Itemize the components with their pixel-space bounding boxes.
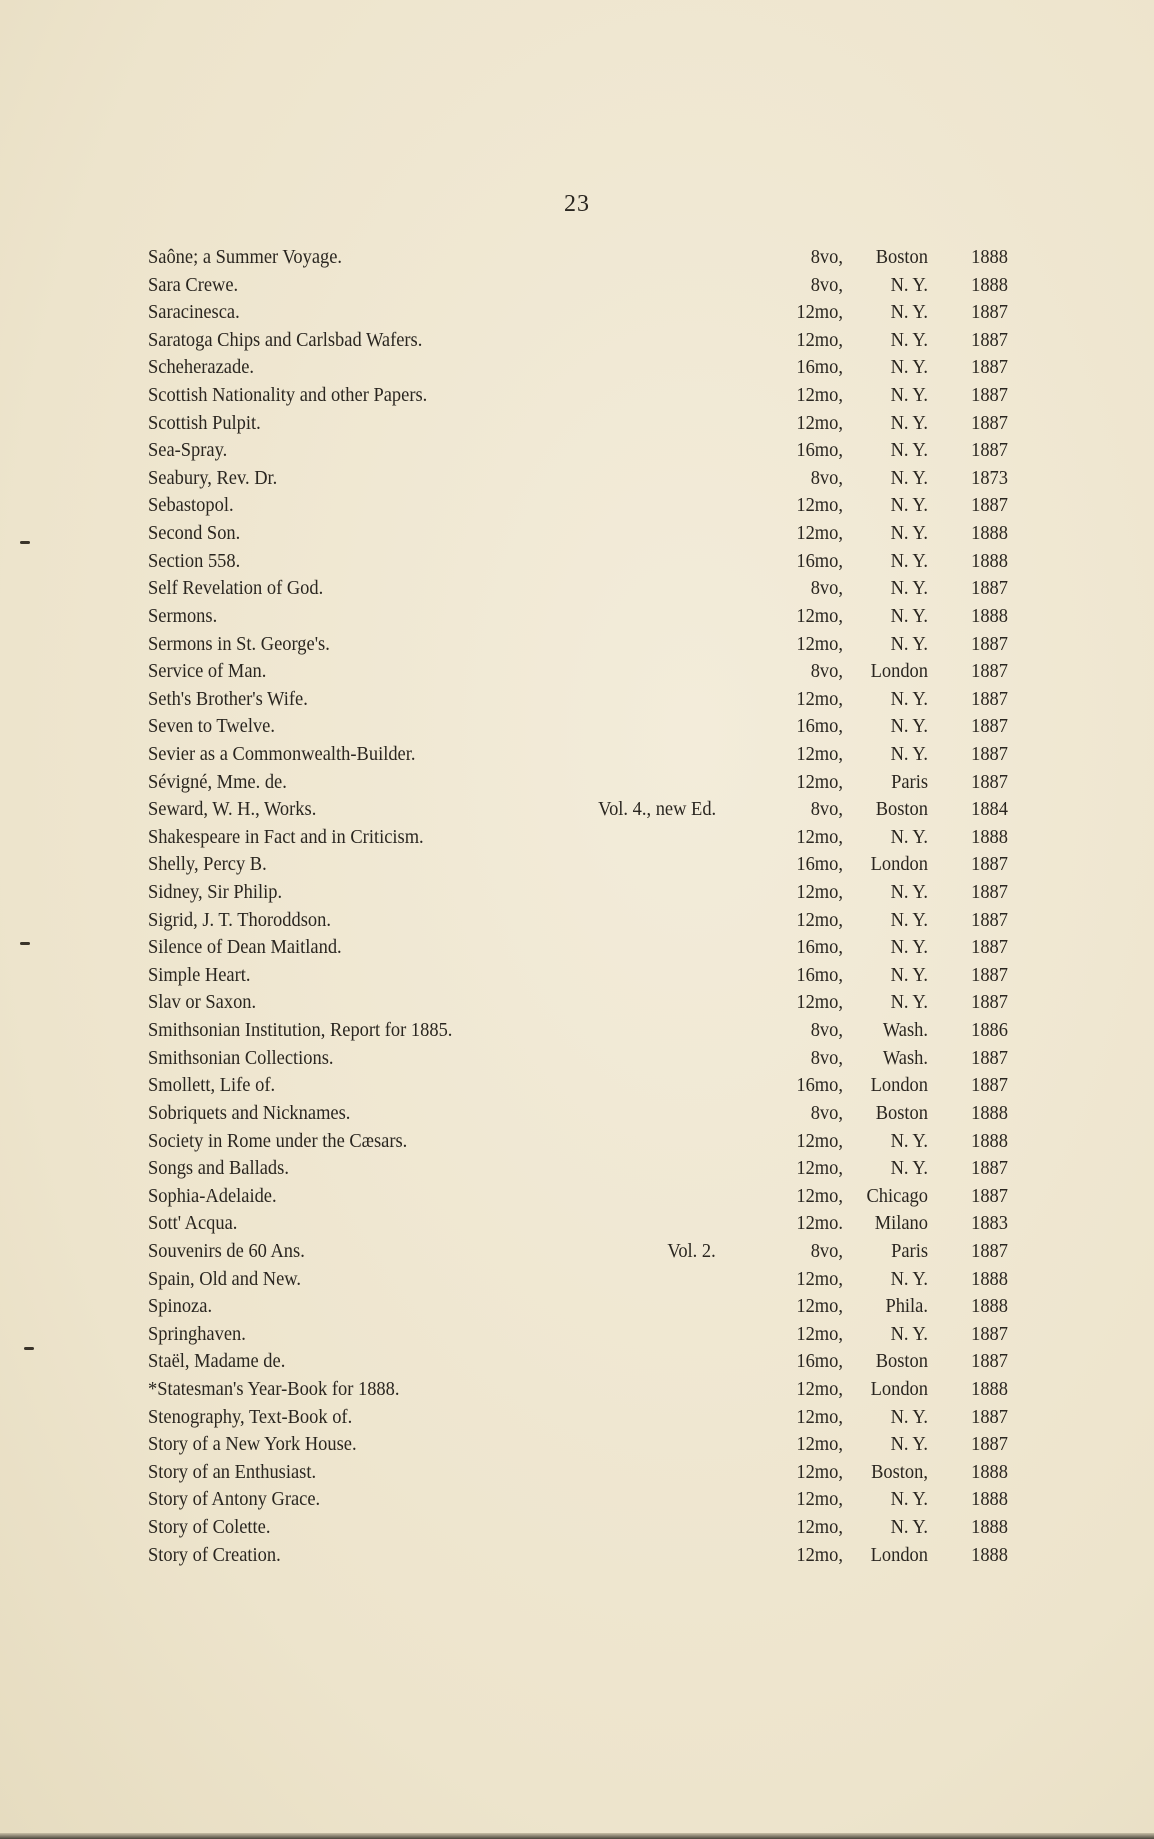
entry-year: 1886 (971, 1019, 1008, 1042)
catalog-entry (148, 1376, 1008, 1404)
entry-title: Sévigné, Mme. de. (148, 770, 287, 793)
entry-place: N. Y. (890, 494, 928, 517)
entry-year: 1887 (971, 1074, 1008, 1097)
entry-place: Boston (875, 1350, 928, 1373)
entry-format: 12mo, (796, 770, 843, 793)
entry-title: *Statesman's Year-Book for 1888. (148, 1377, 400, 1400)
entry-format: 16mo, (796, 715, 843, 738)
entry-format: 12mo. (796, 1212, 843, 1235)
catalog-entry (148, 1045, 1008, 1073)
entry-title: Sermons. (148, 604, 218, 627)
entry-title: Spinoza. (148, 1295, 213, 1318)
entry-place: N. Y. (890, 604, 928, 627)
catalog-entry (148, 796, 1008, 824)
entry-format: 8vo, (810, 273, 843, 296)
entry-place: N. Y. (890, 715, 928, 738)
page-number: 23 (564, 191, 590, 217)
entry-format: 16mo, (796, 853, 843, 876)
catalog-entry (148, 1542, 1008, 1570)
catalog-entry (148, 1514, 1008, 1542)
entry-year: 1887 (971, 715, 1008, 738)
entry-title: Sophia-Adelaide. (148, 1184, 277, 1207)
margin-mark (20, 942, 30, 945)
catalog-entry (148, 1404, 1008, 1432)
entry-place: N. Y. (890, 439, 928, 462)
entry-title: Scottish Nationality and other Papers. (148, 384, 428, 407)
entry-title: Saracinesca. (148, 301, 240, 324)
entry-year: 1887 (971, 660, 1008, 683)
entry-year: 1887 (971, 1239, 1008, 1262)
entry-year: 1887 (971, 494, 1008, 517)
catalog-entry (148, 1100, 1008, 1128)
entry-place: N. Y. (890, 881, 928, 904)
entry-title: Saône; a Summer Voyage. (148, 246, 343, 268)
entry-title: Sigrid, J. T. Thoroddson. (148, 908, 331, 931)
entry-format: 8vo, (810, 1046, 843, 1069)
entry-place: Wash. (882, 1046, 928, 1069)
entry-year: 1888 (971, 1488, 1008, 1511)
catalog-entry (148, 1128, 1008, 1156)
entry-year: 1887 (971, 1405, 1008, 1428)
entry-title: Shakespeare in Fact and in Criticism. (148, 825, 424, 848)
entry-year: 1873 (971, 466, 1008, 489)
entry-place: N. Y. (890, 411, 928, 434)
entry-format: 12mo, (796, 991, 843, 1014)
entry-title: Sara Crewe. (148, 273, 239, 296)
entry-format: 12mo, (796, 1460, 843, 1483)
entry-title: Saratoga Chips and Carlsbad Wafers. (148, 328, 423, 351)
catalog-entry (148, 851, 1008, 879)
catalog-entry (148, 272, 1008, 300)
entry-title: Souvenirs de 60 Ans. (148, 1239, 305, 1262)
entry-title: Seward, W. H., Works. (148, 798, 317, 821)
catalog-entry (148, 1072, 1008, 1100)
entry-format: 16mo, (796, 439, 843, 462)
entry-format: 12mo, (796, 1516, 843, 1539)
entry-format: 8vo, (810, 1019, 843, 1042)
entry-title: Sobriquets and Nicknames. (148, 1101, 351, 1124)
catalog-entry (148, 1238, 1008, 1266)
entry-format: 12mo, (796, 328, 843, 351)
entry-place: N. Y. (890, 466, 928, 489)
entry-format: 12mo, (796, 1295, 843, 1318)
catalog-entry (148, 575, 1008, 603)
catalog-entry (148, 1155, 1008, 1183)
entry-title: Scheherazade. (148, 356, 255, 379)
entry-format: 12mo, (796, 494, 843, 517)
margin-mark (20, 541, 30, 544)
entry-year: 1888 (971, 273, 1008, 296)
entry-format: 12mo, (796, 1157, 843, 1180)
entry-format: 12mo, (796, 825, 843, 848)
entry-format: 12mo, (796, 1433, 843, 1456)
entry-format: 12mo, (796, 522, 843, 545)
entry-format: 12mo, (796, 1543, 843, 1566)
catalog-entry (148, 824, 1008, 852)
catalog-entry (148, 907, 1008, 935)
catalog-entry (148, 879, 1008, 907)
entry-format: 12mo, (796, 1184, 843, 1207)
entry-format: 16mo, (796, 1350, 843, 1373)
entry-year: 1888 (971, 522, 1008, 545)
entry-title: Simple Heart. (148, 963, 251, 986)
entry-year: 1888 (971, 246, 1008, 268)
catalog-entry (148, 989, 1008, 1017)
entry-place: N. Y. (890, 1157, 928, 1180)
entry-year: 1888 (971, 1295, 1008, 1318)
catalog-entry (148, 741, 1008, 769)
catalog-entry (148, 410, 1008, 438)
entry-year: 1888 (971, 549, 1008, 572)
entry-year: 1887 (971, 936, 1008, 959)
entry-title: Second Son. (148, 522, 241, 545)
catalog-entry (148, 1266, 1008, 1294)
entry-place: London (870, 853, 928, 876)
entry-place: Boston (875, 1101, 928, 1124)
entry-title: Story of Antony Grace. (148, 1488, 321, 1511)
entry-place: Boston, (871, 1460, 928, 1483)
entry-place: N. Y. (890, 301, 928, 324)
entry-year: 1887 (971, 1046, 1008, 1069)
catalog-entry (148, 1183, 1008, 1211)
catalog-entry (148, 962, 1008, 990)
entry-year: 1887 (971, 1157, 1008, 1180)
entry-format: 12mo, (796, 687, 843, 710)
entry-year: 1887 (971, 384, 1008, 407)
entry-year: 1888 (971, 1543, 1008, 1566)
entry-format: 8vo, (810, 1101, 843, 1124)
entry-format: 16mo, (796, 356, 843, 379)
margin-mark (24, 1347, 34, 1350)
entry-place: N. Y. (890, 384, 928, 407)
catalog-entry (148, 465, 1008, 493)
entry-year: 1887 (971, 301, 1008, 324)
entry-year: 1887 (971, 328, 1008, 351)
entry-format: 16mo, (796, 963, 843, 986)
catalog-entry (148, 437, 1008, 465)
entry-format: 12mo, (796, 604, 843, 627)
entry-place: N. Y. (890, 963, 928, 986)
entry-place: N. Y. (890, 1433, 928, 1456)
entry-place: N. Y. (890, 687, 928, 710)
entry-title: Silence of Dean Maitland. (148, 936, 342, 959)
entry-year: 1887 (971, 577, 1008, 600)
entry-year: 1888 (971, 604, 1008, 627)
entry-title: Slav or Saxon. (148, 991, 257, 1014)
entry-title: Smollett, Life of. (148, 1074, 276, 1097)
entry-format: 12mo, (796, 908, 843, 931)
entry-title: Story of Colette. (148, 1516, 271, 1539)
catalog-entry (148, 1017, 1008, 1045)
entry-title: Scottish Pulpit. (148, 411, 261, 434)
catalog-entry (148, 631, 1008, 659)
entry-title: Self Revelation of God. (148, 577, 324, 600)
entry-place: N. Y. (890, 549, 928, 572)
entry-place: Phila. (885, 1295, 928, 1318)
entry-format: 12mo, (796, 1129, 843, 1152)
entry-title: Sevier as a Commonwealth-Builder. (148, 742, 416, 765)
entry-place: N. Y. (890, 273, 928, 296)
entry-year: 1888 (971, 1377, 1008, 1400)
catalog-entry (148, 1431, 1008, 1459)
entry-year: 1887 (971, 770, 1008, 793)
entry-place: Chicago (866, 1184, 928, 1207)
entry-place: N. Y. (890, 356, 928, 379)
entry-format: 16mo, (796, 1074, 843, 1097)
entry-title: Sermons in St. George's. (148, 632, 330, 655)
entry-year: 1883 (971, 1212, 1008, 1235)
entry-year: 1887 (971, 963, 1008, 986)
entry-place: London (870, 660, 928, 683)
entry-place: N. Y. (890, 1129, 928, 1152)
entry-title: Seabury, Rev. Dr. (148, 466, 278, 489)
entry-title: Smithsonian Collections. (148, 1046, 334, 1069)
entry-year: 1887 (971, 991, 1008, 1014)
entry-format: 16mo, (796, 549, 843, 572)
entry-place: N. Y. (890, 1267, 928, 1290)
entry-year: 1884 (971, 798, 1008, 821)
entry-format: 12mo, (796, 632, 843, 655)
entry-format: 12mo, (796, 1405, 843, 1428)
entry-title: Shelly, Percy B. (148, 853, 267, 876)
entry-year: 1887 (971, 853, 1008, 876)
entry-format: 8vo, (810, 246, 843, 268)
catalog-entry (148, 354, 1008, 382)
entry-format: 12mo, (796, 1267, 843, 1290)
entry-place: N. Y. (890, 742, 928, 765)
entry-title: Sea-Spray. (148, 439, 228, 462)
catalog-entry (148, 492, 1008, 520)
catalog-entry (148, 244, 1008, 272)
entry-place: Paris (891, 770, 928, 793)
entry-title: Spain, Old and New. (148, 1267, 302, 1290)
entry-title: Story of an Enthusiast. (148, 1460, 317, 1483)
entry-place: Boston (875, 798, 928, 821)
entry-place: London (870, 1543, 928, 1566)
catalog-entry (148, 603, 1008, 631)
entry-year: 1887 (971, 687, 1008, 710)
entry-format: 12mo, (796, 411, 843, 434)
catalog-entry (148, 299, 1008, 327)
entry-place: N. Y. (890, 1405, 928, 1428)
catalog-entry (148, 1293, 1008, 1321)
entry-year: 1887 (971, 1184, 1008, 1207)
entry-place: London (870, 1377, 928, 1400)
entry-year: 1888 (971, 1460, 1008, 1483)
entry-format: 16mo, (796, 936, 843, 959)
catalog-entry (148, 1210, 1008, 1238)
entry-title: Seth's Brother's Wife. (148, 687, 308, 710)
entry-format: 12mo, (796, 1377, 843, 1400)
catalog-entry (148, 1486, 1008, 1514)
entry-place: N. Y. (890, 328, 928, 351)
entry-title: Sidney, Sir Philip. (148, 881, 283, 904)
entry-year: 1887 (971, 908, 1008, 931)
entry-format: 8vo, (810, 1239, 843, 1262)
entry-title: Service of Man. (148, 660, 267, 683)
entry-format: 8vo, (810, 466, 843, 489)
catalog-entry (148, 1321, 1008, 1349)
entry-format: 12mo, (796, 301, 843, 324)
entry-year: 1887 (971, 439, 1008, 462)
entry-place: N. Y. (890, 908, 928, 931)
entry-year: 1888 (971, 1129, 1008, 1152)
entry-title: Smithsonian Institution, Report for 1885. (148, 1019, 453, 1042)
entry-year: 1887 (971, 411, 1008, 434)
entry-place: N. Y. (890, 1516, 928, 1539)
entry-year: 1888 (971, 1516, 1008, 1539)
entry-place: N. Y. (890, 825, 928, 848)
entry-year: 1887 (971, 1322, 1008, 1345)
entry-title: Society in Rome under the Cæsars. (148, 1129, 408, 1152)
entry-year: 1887 (971, 356, 1008, 379)
entry-place: Paris (891, 1239, 928, 1262)
entry-year: 1887 (971, 1433, 1008, 1456)
catalog-list (148, 244, 1008, 1569)
entry-format: 8vo, (810, 577, 843, 600)
entry-volume: Vol. 4., new Ed. (597, 798, 716, 821)
entry-title: Seven to Twelve. (148, 715, 275, 738)
entry-title: Story of a New York House. (148, 1433, 357, 1456)
catalog-entry (148, 713, 1008, 741)
entry-format: 12mo, (796, 384, 843, 407)
entry-format: 12mo, (796, 1322, 843, 1345)
entry-format: 12mo, (796, 1488, 843, 1511)
catalog-entry (148, 686, 1008, 714)
entry-year: 1887 (971, 1350, 1008, 1373)
entry-title: Sebastopol. (148, 494, 234, 517)
entry-format: 8vo, (810, 798, 843, 821)
catalog-entry (148, 327, 1008, 355)
entry-year: 1887 (971, 881, 1008, 904)
entry-title: Springhaven. (148, 1322, 246, 1345)
catalog-entry (148, 1348, 1008, 1376)
entry-year: 1888 (971, 1267, 1008, 1290)
entry-title: Staël, Madame de. (148, 1350, 286, 1373)
catalog-entry (148, 548, 1008, 576)
entry-volume: Vol. 2. (667, 1239, 716, 1262)
entry-place: N. Y. (890, 991, 928, 1014)
catalog-entry (148, 934, 1008, 962)
entry-place: Boston (875, 246, 928, 268)
entry-place: N. Y. (890, 1488, 928, 1511)
entry-place: N. Y. (890, 577, 928, 600)
entry-year: 1887 (971, 742, 1008, 765)
entry-title: Stenography, Text-Book of. (148, 1405, 353, 1428)
catalog-entry (148, 769, 1008, 797)
entry-format: 8vo, (810, 660, 843, 683)
entry-year: 1888 (971, 825, 1008, 848)
catalog-entry (148, 1459, 1008, 1487)
catalog-entry (148, 382, 1008, 410)
entry-format: 12mo, (796, 742, 843, 765)
entry-place: N. Y. (890, 632, 928, 655)
entry-title: Story of Creation. (148, 1543, 281, 1566)
entry-place: N. Y. (890, 522, 928, 545)
entry-title: Songs and Ballads. (148, 1157, 289, 1180)
entry-year: 1887 (971, 632, 1008, 655)
entry-title: Sott' Acqua. (148, 1212, 238, 1235)
catalog-entry (148, 658, 1008, 686)
entry-format: 12mo, (796, 881, 843, 904)
entry-place: Milano (874, 1212, 928, 1235)
entry-title: Section 558. (148, 549, 241, 572)
catalog-entry (148, 520, 1008, 548)
entry-place: Wash. (882, 1019, 928, 1042)
entry-place: N. Y. (890, 936, 928, 959)
entry-place: N. Y. (890, 1322, 928, 1345)
entry-year: 1888 (971, 1101, 1008, 1124)
page-edge (0, 1833, 1154, 1839)
entry-place: London (870, 1074, 928, 1097)
